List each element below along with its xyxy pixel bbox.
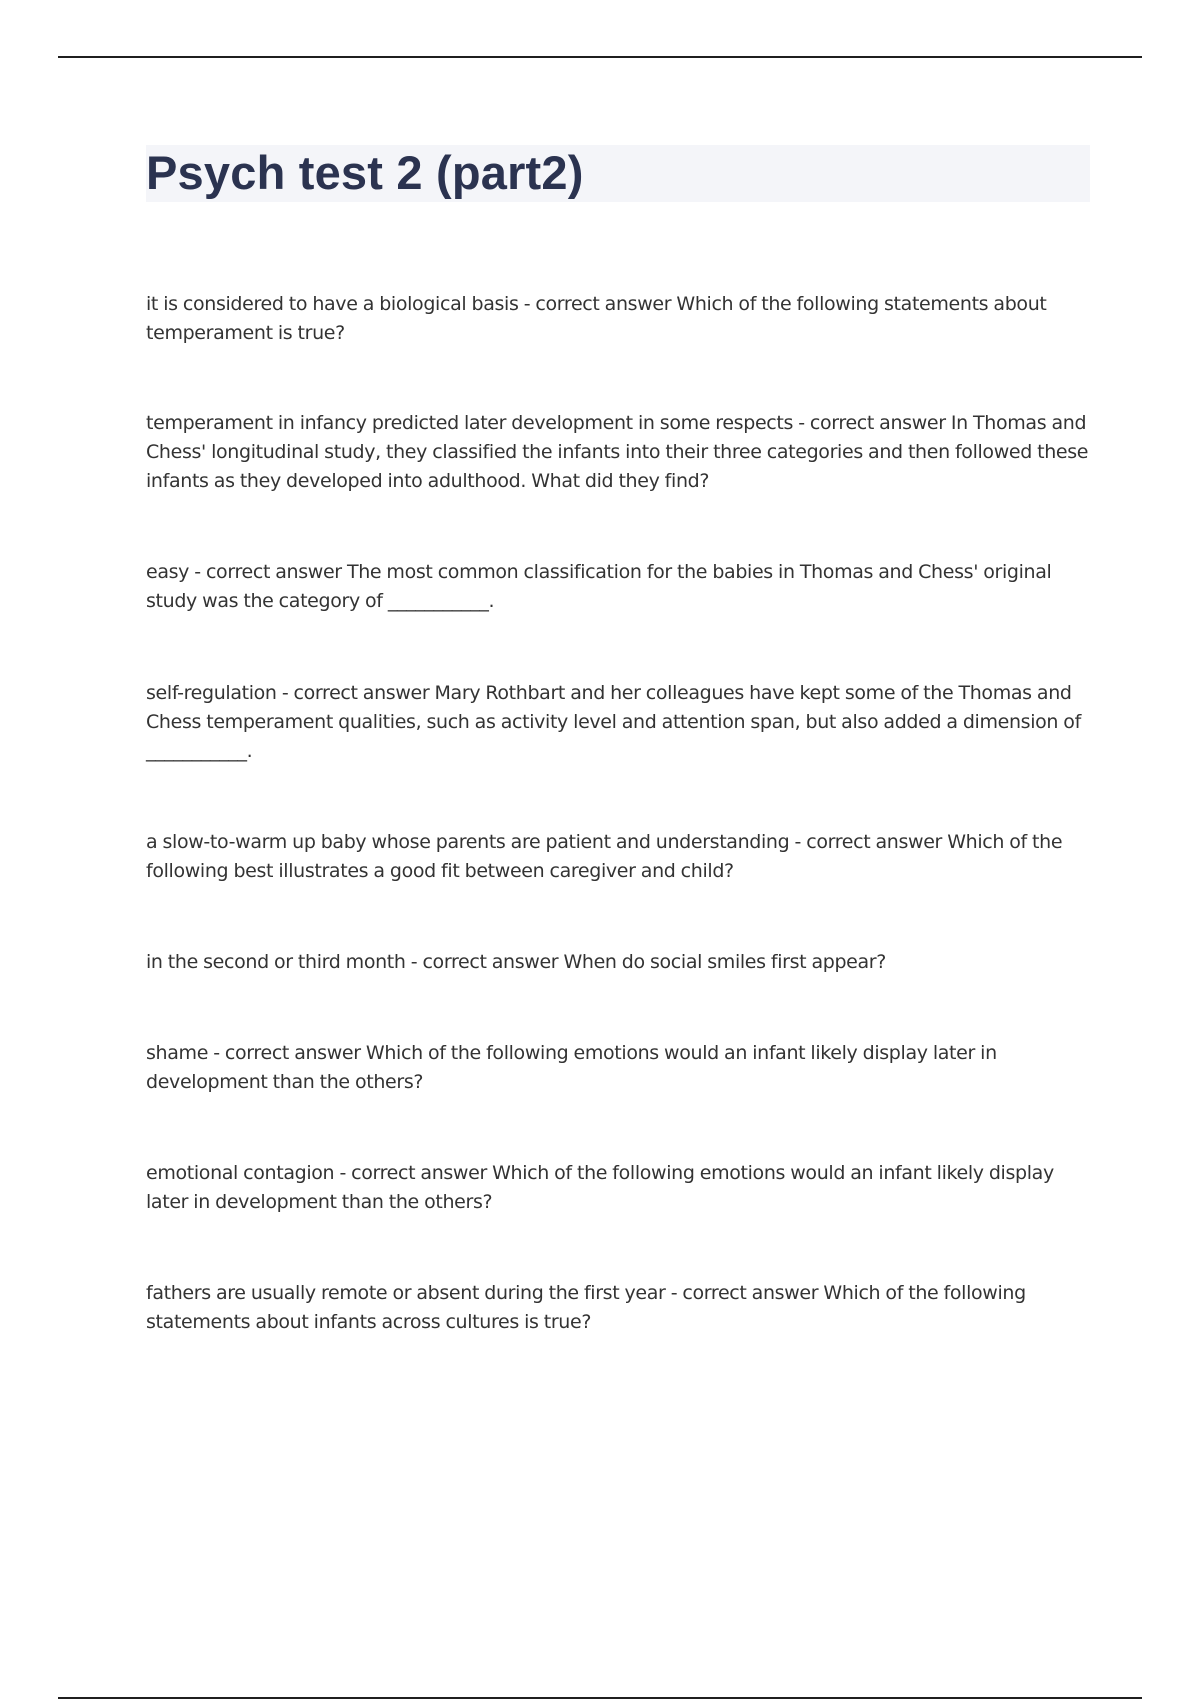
qa-item — [146, 948, 1090, 977]
answer-text: in the second or third month — [146, 951, 406, 973]
question-text: Which of the following statements about temperament is true? — [146, 293, 1047, 344]
question-text: Which of the following emotions would an infant likely display later in development than the others? — [146, 1042, 997, 1093]
answer-text: shame — [146, 1042, 209, 1064]
qa-item — [146, 290, 1090, 348]
question-text: Which of the following statements about infants across cultures is true? — [146, 1282, 1026, 1333]
answer-text: a slow-to-warm up baby whose parents are patient and understanding — [146, 831, 790, 853]
separator-text: - correct answer — [518, 293, 677, 315]
answer-text: temperament in infancy predicted later development in some respects — [146, 412, 794, 434]
separator-text: - correct answer — [789, 831, 948, 853]
question-text: The most common classification for the babies in Thomas and Chess' original study was the category of ___________. — [146, 561, 1052, 612]
qa-item — [146, 679, 1090, 766]
separator-text: - correct answer — [334, 1162, 493, 1184]
answer-text: it is considered to have a biological basis — [146, 293, 519, 315]
answer-text: self-regulation — [146, 682, 277, 704]
question-text: Mary Rothbart and her colleagues have kept some of the Thomas and Chess temperament qualities, such as activity level and attention span, but also added a dimension of ___________. — [146, 682, 1081, 762]
question-text: Which of the following best illustrates a good fit between caregiver and child? — [146, 831, 1063, 882]
separator-text: - correct answer — [665, 1282, 824, 1304]
question-text: In Thomas and Chess' longitudinal study, they classified the infants into their three categories and then followed these infants as they developed into adulthood. What did they find? — [146, 412, 1089, 492]
page-title: Psych test 2 (part2) — [146, 146, 584, 199]
separator-text: - correct answer — [793, 412, 951, 434]
separator-text: - correct answer — [276, 682, 435, 704]
answer-text: emotional contagion — [146, 1162, 335, 1184]
top-rule — [58, 56, 1142, 58]
qa-item — [146, 409, 1090, 496]
separator-text: - correct answer — [208, 1042, 366, 1064]
qa-item — [146, 828, 1090, 886]
qa-item — [146, 1039, 1090, 1097]
question-text: Which of the following emotions would an infant likely display later in development than the others? — [146, 1162, 1054, 1213]
bottom-rule — [58, 1697, 1142, 1699]
qa-item — [146, 1279, 1090, 1337]
answer-text: easy — [146, 561, 190, 583]
qa-item — [146, 1159, 1090, 1217]
separator-text: - correct answer — [405, 951, 564, 973]
question-text: When do social smiles first appear? — [563, 951, 886, 973]
separator-text: - correct answer — [189, 561, 347, 583]
qa-item — [146, 558, 1090, 616]
answer-text: fathers are usually remote or absent during the first year — [146, 1282, 666, 1304]
